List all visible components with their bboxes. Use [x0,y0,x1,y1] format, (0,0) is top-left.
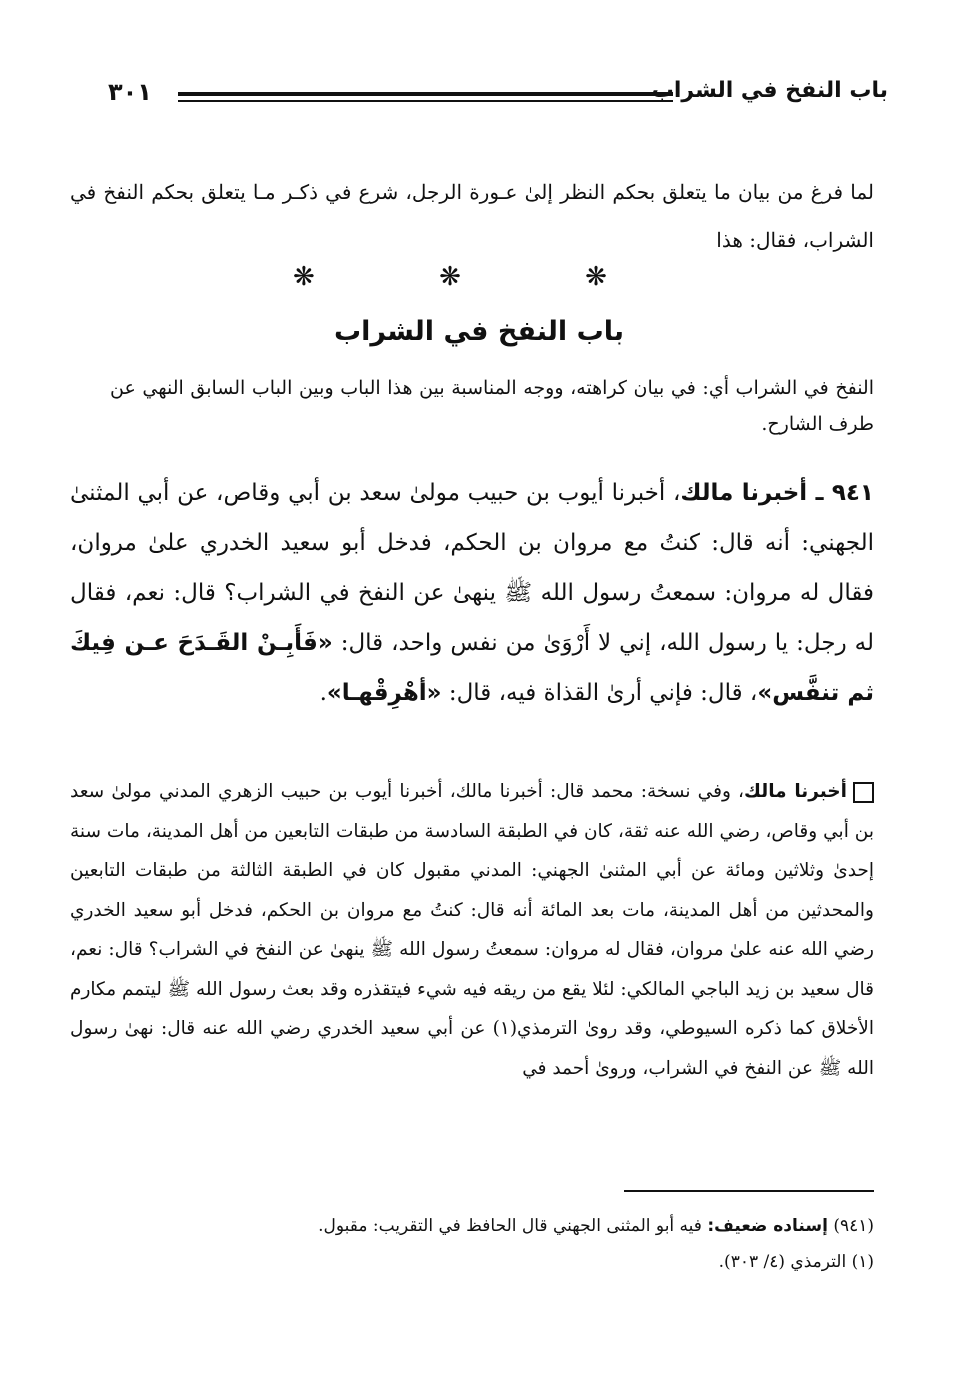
commentary-paragraph [70,772,874,1088]
footnote-1-text: فيه أبو المثنى الجهني قال الحافظ في التقريب: مقبول. [318,1216,702,1236]
commentary-lead: أخبرنا مالك [744,781,847,802]
footnote-1 [200,1208,874,1244]
intro-paragraph: لما فرغ من بيان ما يتعلق بحكم النظر إلىٰ عـورة الرجل، شرع في ذكـر مـا يتعلق بحكم النفخ في الشراب، فقال: هذا [70,180,874,252]
chapter-title: باب النفخ في الشراب [334,316,624,347]
hadith-text: ٩٤١ ـ أخبرنا مالك، أخبرنا أيوب بن حبيب مولىٰ سعد بن أبي وقاص، عن أبي المثنىٰ الجهني: أنه قال: كنتُ مع مروان بن الحكم، فدخل أبو سعيد الخدري علىٰ مروان، فقال له مروان: سمعتُ رسول الله ﷺ ينهىٰ عن النفخ في الشراب؟ قال: نعم، فقال له رجل: يا رسول الله، إني لا أَرْوَىٰ من نفس واحد، قال: «فَأَبِـنْ القَـدَحَ عـن فِيكَ ثم تنفَّس»، قال: فإني أرىٰ القذاة فيه، قال: «أهْرِقْهـا». [70,480,874,706]
hadith-body-3: . [319,680,327,706]
footnote-rule [624,1190,874,1192]
header-rule [178,92,673,96]
footnotes [200,1208,874,1280]
commentary-text: ، وفي نسخة: محمد قال: أخبرنا مالك، أخبرنا أيوب بن حبيب الزهري المدني مولىٰ سعد بن أبي وقاص، رضي الله عنه ثقة، كان في الطبقة السادسة من طبقات التابعين من أهل المدينة، مات سنة إحدىٰ وثلاثين ومائة عن أبي المثنىٰ الجهني: المدني مقبول كان في الطبقة الثالثة من طبقات التابعين والمحدثين من أهل المدينة، مات بعد المائة أنه قال: كنتُ مع مروان بن الحكم، فدخل أبو سعيد الخدري رضي الله عنه علىٰ مروان، فقال له مروان: سمعتُ رسول الله ﷺ ينهىٰ عن النفخ في الشراب؟ قال: نعم، قال سعيد بن زيد الباجي المالكي: لئلا يقع من ريقه فيه شيء فيتقذره وقد بعث رسول الله ﷺ ليتمم مكارم الأخلاق كما ذكره السيوطي، وقد روىٰ الترمذي(١) عن أبي سعيد الخدري رضي الله عنه قال: نهىٰ رسول الله ﷺ عن النفخ في الشراب، وروىٰ أحمد في [70,781,874,1079]
page-header [108,70,888,120]
footnote-1-ref: (٩٤١) [833,1216,874,1236]
hadith-body-1: ، أخبرنا أيوب بن حبيب مولىٰ سعد بن أبي وقاص، عن أبي المثنىٰ الجهني: أنه قال: كنتُ مع مروان بن الحكم، فدخل أبو سعيد الخدري علىٰ مروان، فقال له مروان: سمعتُ رسول الله ﷺ ينهىٰ عن النفخ في الشراب؟ قال: نعم، فقال له رجل: يا رسول الله، إني لا أَرْوَىٰ من نفس واحد، قال: [70,480,874,656]
footnote-1-lead: إسناده ضعيف: [707,1216,828,1236]
page-number: ٣٠١ [108,78,152,106]
hadith-narrator: أخبرنا مالك [680,480,808,506]
footnote-2: (١) الترمذي (٤/ ٣٠٣). [718,1252,874,1272]
hadith-body-2: ، قال: فإني أرىٰ القذاة فيه، قال: [441,680,758,706]
hadith-quote-2: «أهْرِقْهـا» [326,680,442,706]
running-title: باب النفخ في الشراب [651,78,888,103]
hadith-number: ٩٤١ [831,480,874,506]
hadith-quote-1: «فَأَبِـنْ القَـدَحَ عـن فِيكَ ثم تنفَّس» [70,630,874,706]
header-rule-thin [178,100,673,102]
chapter-note: النفخ في الشراب أي: في بيان كراهته، ووجه المناسبة بين هذا الباب وبين الباب السابق النهي عن طرف الشارح. [110,377,874,435]
commentary-box-icon [853,782,874,803]
section-separator-stars: ❋ ❋ ❋ [293,262,665,292]
